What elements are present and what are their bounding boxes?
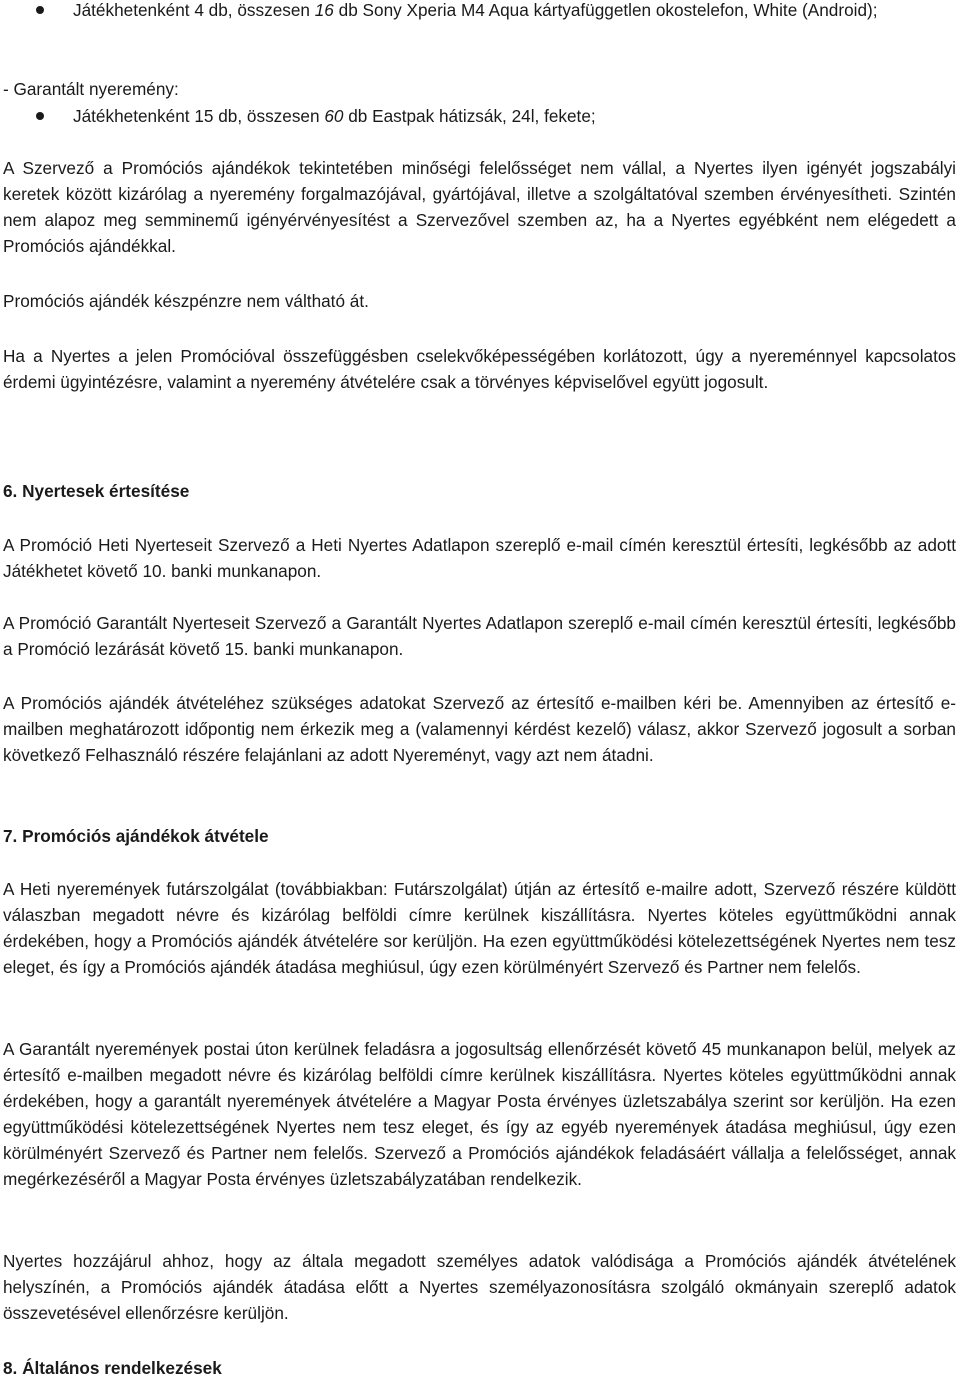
list-item bbox=[3, 0, 956, 23]
bullet-icon bbox=[36, 112, 44, 120]
guaranteed-label: - Garantált nyeremény: bbox=[3, 79, 179, 99]
paragraph: A Promóció Heti Nyerteseit Szervező a Heti Nyertes Adatlapon szereplő e-mail címén keresztül értesíti, legkésőbb az adott Játékhetet követő 10. banki munkanapon. bbox=[3, 535, 956, 581]
list-item-text: db Eastpak hátizsák, 24l, fekete; bbox=[343, 106, 596, 126]
bullet-icon bbox=[36, 6, 44, 14]
list-item-text: Játékhetenként 4 db, összesen bbox=[73, 0, 315, 20]
section-heading: 7. Promóciós ajándékok átvétele bbox=[3, 826, 269, 846]
paragraph: A Garantált nyeremények postai úton kerülnek feladásra a jogosultság ellenőrzését követő 45 munkanapon belül, melyek az értesítő e-mailben megadott névre és kizárólag belföldi címre kerülnek kiszállításra. Nyertes köteles együttműködni annak érdekében, hogy a garantált nyeremények átvételére a Magyar Posta érvényes üzletszabálya szerint sor kerüljön. Ha ezen együttműködési kötelezettségének Nyertes nem tesz eleget, és így az egyéb nyeremények átadása meghiúsul, úgy ezen körülményért Szervező és Partner nem felelős. Szervező a Promóciós ajándékok feladásáért vállalja a felelősséget, annak megérkezéséről a Magyar Posta érvényes üzletszabályzatában rendelkezik. bbox=[3, 1039, 956, 1189]
paragraph: A Promóció Garantált Nyerteseit Szervező a Garantált Nyertes Adatlapon szereplő e-mail címén keresztül értesíti, legkésőbb a Promóció lezárását követő 15. banki munkanapon. bbox=[3, 613, 956, 659]
list-item-number: 16 bbox=[314, 0, 334, 20]
paragraph: Promóciós ajándék készpénzre nem váltható át. bbox=[3, 291, 369, 311]
list-item bbox=[3, 103, 956, 129]
list-item-number: 60 bbox=[324, 106, 344, 126]
paragraph: A Szervező a Promóciós ajándékok tekintetében minőségi felelősséget nem vállal, a Nyertes ilyen igényét jogszabályi keretek között kizárólag a nyeremény forgalmazójával, gyártójával, illetve a szolgáltatóval szemben érvényesítheti. Szintén nem alapoz meg semminemű igényérvényesítést a Szervezővel szemben az, ha a Nyertes egyébként nem elégedett a Promóciós ajándékkal. bbox=[3, 158, 956, 256]
paragraph: A Promóciós ajándék átvételéhez szükséges adatokat Szervező az értesítő e-mailben kéri be. Amennyiben az értesítő e-mailben meghatározott időpontig nem érkezik meg a (valamennyi kérdést kezelő) válasz, akkor Szervező jogosult a sorban következő Felhasználó részére felajánlani az adott Nyereményt, vagy azt nem átadni. bbox=[3, 693, 956, 765]
list-item-text: Játékhetenként 15 db, összesen bbox=[73, 106, 325, 126]
list-item-text: db Sony Xperia M4 Aqua kártyafüggetlen okostelefon, White (Android); bbox=[333, 0, 878, 20]
paragraph: A Heti nyeremények futárszolgálat (továbbiakban: Futárszolgálat) útján az értesítő e-mailre adott, Szervező részére küldött válaszban megadott névre és kizárólag belföldi címre kerülnek kiszállításra. Nyertes köteles együttműködni annak érdekében, hogy a Promóciós ajándék átvételére sor kerüljön. Ha ezen együttműködési kötelezettségének Nyertes nem tesz eleget, és így a Promóciós ajándék átadása meghiúsul, úgy ezen körülményért Szervező és Partner nem felelős. bbox=[3, 879, 956, 977]
section-heading: 8. Általános rendelkezések bbox=[3, 1358, 222, 1378]
paragraph: Ha a Nyertes a jelen Promócióval összefüggésben cselekvőképességében korlátozott, úgy a nyereménnyel kapcsolatos érdemi ügyintézésre, valamint a nyeremény átvételére csak a törvényes képviselővel együtt jogosult. bbox=[3, 346, 956, 392]
paragraph: Nyertes hozzájárul ahhoz, hogy az általa megadott személyes adatok valódisága a Promóciós ajándék átvételének helyszínén, a Promóciós ajándék átadása előtt a Nyertes személyazonosításra szolgáló okmányain szereplő adatok összevetésével ellenőrzésre kerüljön. bbox=[3, 1251, 956, 1323]
section-heading: 6. Nyertesek értesítése bbox=[3, 481, 190, 501]
